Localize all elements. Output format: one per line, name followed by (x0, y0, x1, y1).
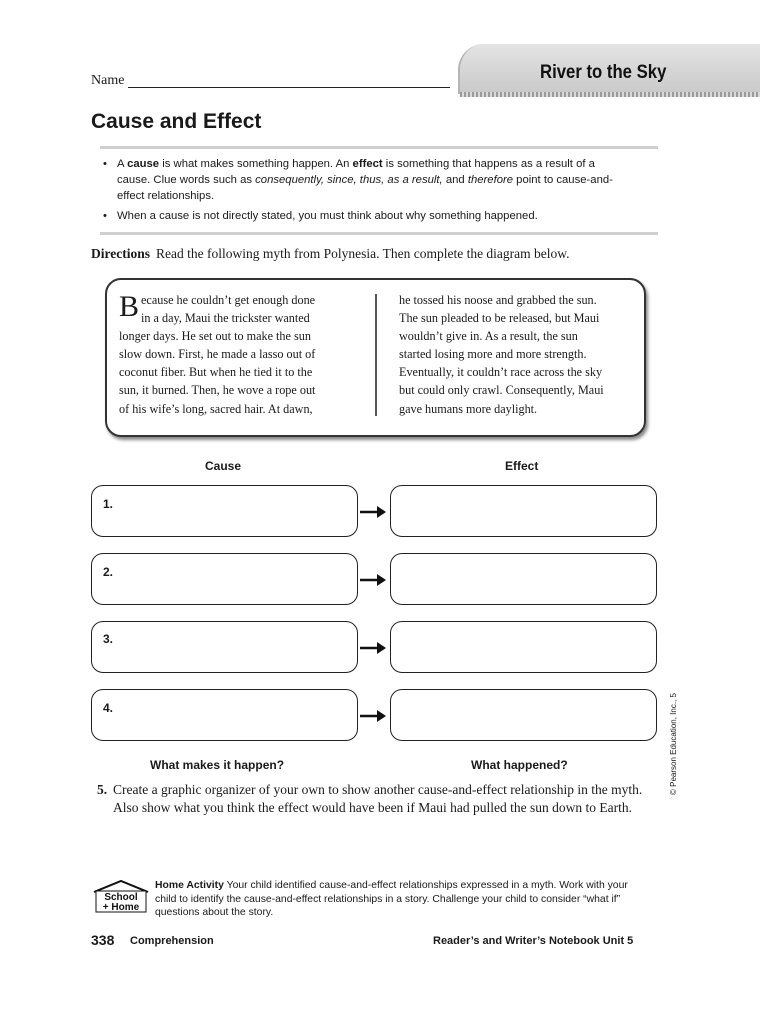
bullet-item: • A cause is what makes something happen. An effect is something that happens as a result of a cause. Clue words such as consequently, since, thus, as a result, and therefore point to cause-and-effect relationships. (103, 156, 623, 204)
home-activity (155, 879, 640, 920)
story-line: sun, it burned. Then, he wove a rope out (119, 383, 316, 398)
divider-bottom (100, 232, 658, 235)
logo-text-top: School (104, 892, 138, 903)
story-line: The sun pleaded to be released, but Maui (399, 311, 600, 326)
copyright-notice: © Pearson Education, Inc., 5 (669, 693, 678, 795)
arrow-right-icon (359, 505, 387, 519)
divider-top (100, 146, 658, 149)
question-number: 5. (97, 782, 108, 797)
name-line (128, 87, 450, 88)
story-line: but could only crawl. Consequently, Maui (399, 383, 604, 398)
cause-header: Cause (205, 459, 242, 473)
row-number: 4. (103, 701, 114, 715)
directions-label: Directions (91, 246, 150, 261)
question-line: Also show what you think the effect would have been if Maui had pulled the sun down to Earth. (113, 800, 633, 815)
effect-box-1[interactable] (390, 485, 657, 537)
story-line: of his wife’s long, sacred hair. At dawn, (119, 401, 313, 416)
bullet-item: • When a cause is not directly stated, you must think about why something happened. (103, 208, 623, 224)
arrow-right-icon (359, 573, 387, 587)
cause-box-3[interactable] (91, 621, 358, 673)
question-line: Create a graphic organizer of your own to show another cause-and-effect relationship in the myth. (113, 782, 643, 797)
story-line: coconut fiber. But when he tied it to the (119, 365, 313, 380)
bullet-list (103, 156, 623, 228)
footer-book: Reader’s and Writer’s Notebook Unit 5 (433, 935, 634, 947)
page-title: Cause and Effect (91, 110, 262, 133)
story-right-column (399, 291, 634, 418)
cause-footer: What makes it happen? (150, 758, 285, 772)
story-title: River to the Sky (540, 62, 667, 83)
row-number: 2. (103, 565, 114, 579)
title-tab-shadow (460, 92, 760, 97)
directions-text: Read the following myth from Polynesia. Then complete the diagram below. (156, 246, 570, 261)
story-line: longer days. He set out to make the sun (119, 329, 311, 344)
row-number: 1. (103, 497, 114, 511)
effect-footer: What happened? (471, 758, 568, 772)
drop-cap: B (119, 290, 140, 323)
footer-section: Comprehension (130, 935, 214, 947)
effect-box-3[interactable] (390, 621, 657, 673)
home-activity-text: Your child identified cause-and-effect relationships expressed in a myth. Work with your child to identify the cause-and-effect relationships in a story. Challenge your child to consider “what if” questions about the story. (155, 880, 628, 918)
school-home-logo (92, 878, 150, 914)
row-number: 3. (103, 632, 114, 646)
effect-box-2[interactable] (390, 553, 657, 605)
story-line: ecause he couldn’t get enough done (141, 293, 316, 307)
story-line: Eventually, it couldn’t race across the sky (399, 365, 603, 380)
effect-box-4[interactable] (390, 689, 657, 741)
cause-box-1[interactable] (91, 485, 358, 537)
arrow-right-icon (359, 641, 387, 655)
question-5 (97, 781, 697, 817)
cause-box-4[interactable] (91, 689, 358, 741)
arrow-right-icon (359, 709, 387, 723)
page-number: 338 (91, 932, 115, 948)
directions (91, 246, 570, 262)
effect-header: Effect (505, 459, 539, 473)
home-activity-label: Home Activity (155, 880, 224, 891)
story-line: started losing more and more strength. (399, 347, 587, 362)
story-line: wouldn’t give in. As a result, the sun (399, 329, 578, 344)
name-label: Name (91, 73, 125, 88)
logo-text-bottom: + Home (102, 902, 140, 913)
story-line: in a day, Maui the trickster wanted (141, 311, 310, 326)
story-line: he tossed his noose and grabbed the sun. (399, 293, 597, 307)
story-column-divider (375, 294, 377, 416)
story-left-column (119, 291, 359, 418)
cause-box-2[interactable] (91, 553, 358, 605)
story-line: slow down. First, he made a lasso out of (119, 347, 316, 362)
story-line: gave humans more daylight. (399, 401, 538, 416)
